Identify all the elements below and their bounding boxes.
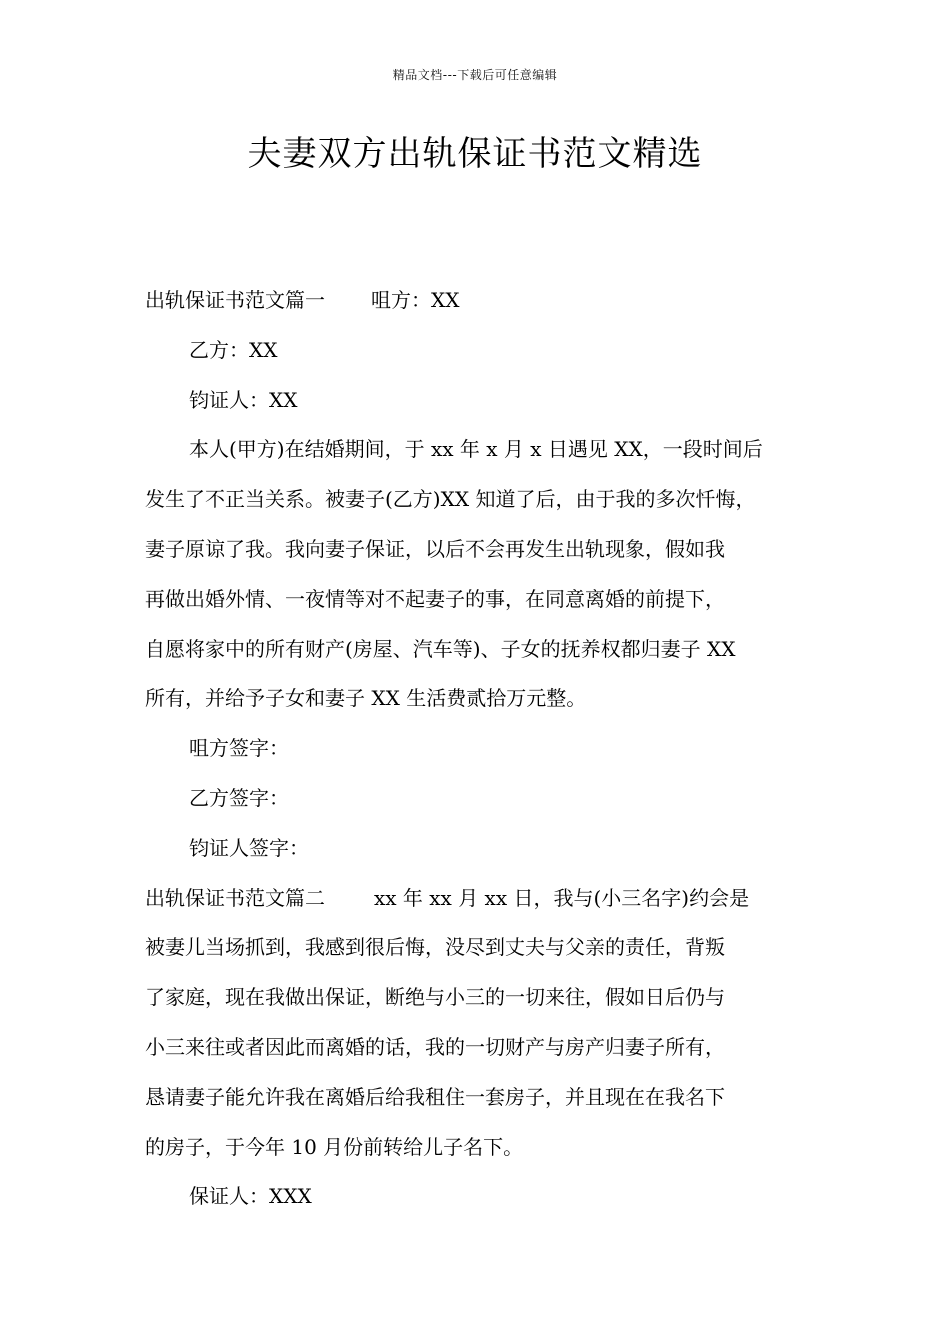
section2-first-line: xx 年 xx 月 xx 日，我与(小三名字)约会是	[374, 885, 750, 910]
section1-heading: 出轨保证书范文篇一	[145, 288, 325, 312]
paragraph-line: 发生了不正当关系。被妻子(乙方)XX 知道了后，由于我的多次忏悔，	[145, 487, 756, 512]
party-a-line: 咀方：XX	[371, 288, 460, 312]
document-title: 夫妻双方出轨保证书范文精选	[247, 134, 703, 174]
paragraph-line: 所有，并给予子女和妻子 XX 生活费贰拾万元整。	[145, 686, 587, 711]
paragraph-line: 的房子，于今年 10 月份前转给儿子名下。	[145, 1134, 524, 1159]
sign-a-line: 咀方签字：	[189, 736, 289, 761]
paragraph-line: 被妻儿当场抓到，我感到很后悔，没尽到丈夫与父亲的责任，背叛	[145, 935, 725, 960]
paragraph-line: 小三来往或者因此而离婚的话，我的一切财产与房产归妻子所有，	[145, 1034, 725, 1059]
paragraph-line: 了家庭，现在我做出保证，断绝与小三的一切来往，假如日后仍与	[145, 985, 725, 1010]
paragraph-line: 自愿将家中的所有财产(房屋、汽车等)、子女的抚养权都归妻子 XX	[145, 636, 736, 661]
paragraph-line: 恳请妻子能允许我在离婚后给我租住一套房子，并且现在在我名下	[145, 1084, 725, 1109]
header-note: 精品文档---下载后可任意编辑	[392, 68, 558, 82]
guarantor-line: 保证人：XXX	[189, 1184, 312, 1209]
section2-heading-line	[145, 874, 815, 924]
witness-line: 钧证人：XX	[189, 387, 298, 412]
paragraph-line: 本人(甲方)在结婚期间，于 xx 年 x 月 x 日遇见 XX，一段时间后	[189, 437, 763, 462]
paragraph-line: 再做出婚外情、一夜情等对不起妻子的事，在同意离婚的前提下，	[145, 586, 725, 611]
party-b-line: 乙方：XX	[189, 337, 278, 362]
sign-b-line: 乙方签字：	[189, 785, 289, 810]
section2-heading: 出轨保证书范文篇二	[145, 885, 325, 910]
sign-witness-line: 钧证人签字：	[189, 835, 309, 860]
paragraph-line: 妻子原谅了我。我向妻子保证，以后不会再发生出轨现象，假如我	[145, 536, 725, 561]
document-body	[145, 276, 815, 1222]
section1-heading-line	[145, 276, 815, 326]
